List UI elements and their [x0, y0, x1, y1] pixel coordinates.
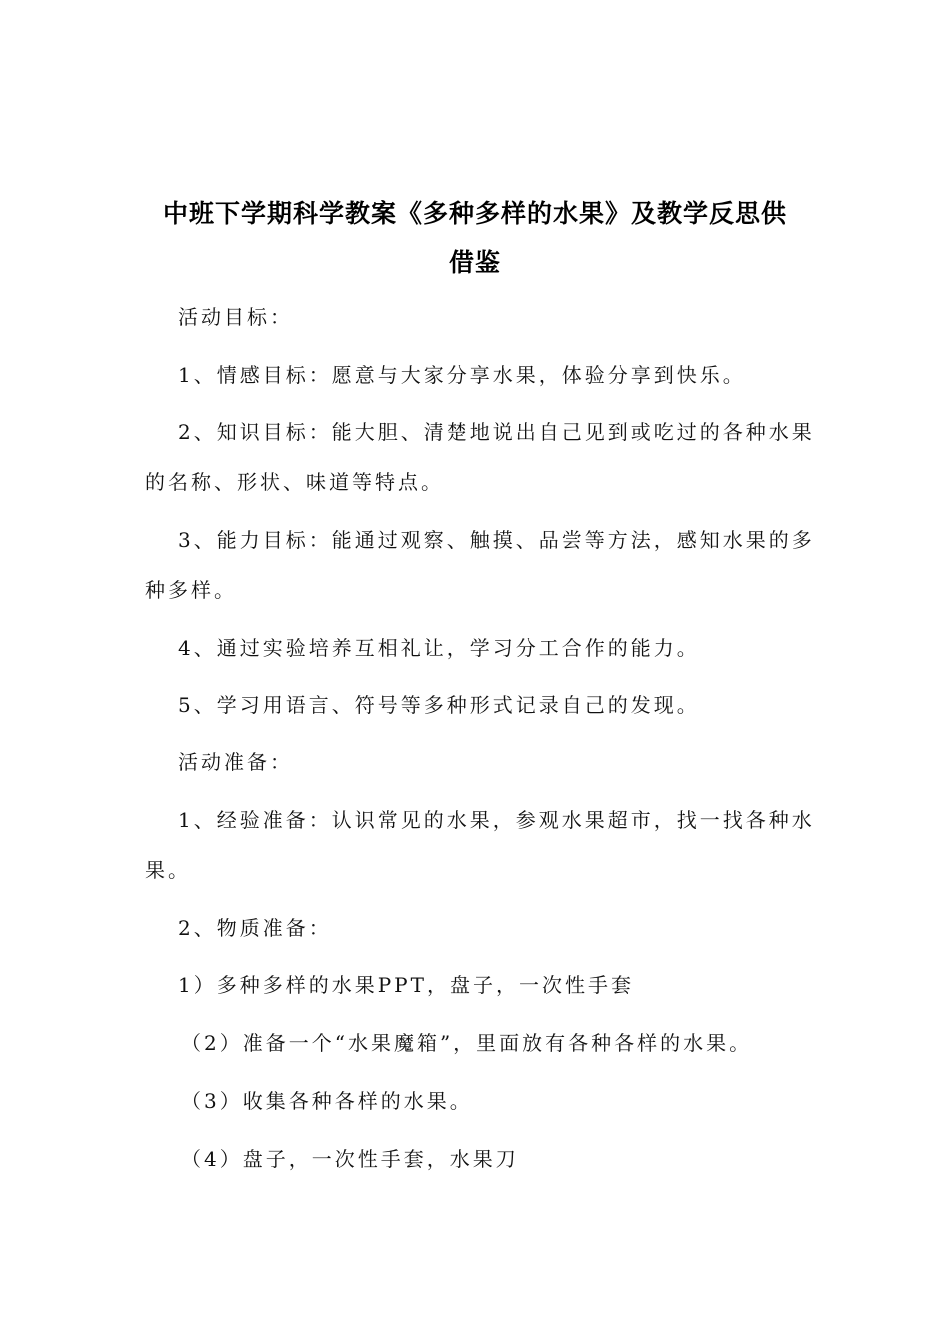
document-title-line-2: 借鉴 [448, 248, 501, 277]
material-item-3: （3）收集各种各样的水果。 [181, 1089, 473, 1113]
goal-item-4: 4、通过实验培养互相礼让，学习分工合作的能力。 [178, 636, 700, 660]
material-item-2: （2）准备一个“水果魔箱”，里面放有各种各样的水果。 [181, 1031, 753, 1055]
material-item-4: （4）盘子，一次性手套，水果刀 [181, 1147, 519, 1171]
document-title-line-1: 中班下学期科学教案《多种多样的水果》及教学反思供 [162, 199, 787, 228]
prep-item-1-line-2: 果。 [145, 858, 191, 882]
prep-item-2: 2、物质准备： [178, 916, 332, 940]
goal-item-2-line-2: 的名称、形状、味道等特点。 [145, 470, 444, 494]
goal-item-5: 5、学习用语言、符号等多种形式记录自己的发现。 [178, 693, 700, 717]
goal-item-3-line-1: 3、能力目标：能通过观察、触摸、品尝等方法，感知水果的多 [178, 528, 815, 552]
goal-item-2-line-1: 2、知识目标：能大胆、清楚地说出自己见到或吃过的各种水果 [178, 420, 815, 444]
goal-item-1: 1、情感目标：愿意与大家分享水果，体验分享到快乐。 [178, 363, 746, 387]
material-item-1: 1）多种多样的水果PPT，盘子，一次性手套 [178, 973, 634, 997]
goal-item-3-line-2: 种多样。 [145, 578, 237, 602]
prep-item-1-line-1: 1、经验准备：认识常见的水果，参观水果超市，找一找各种水 [178, 808, 815, 832]
prep-heading: 活动准备： [178, 750, 293, 774]
goals-heading: 活动目标： [178, 305, 293, 329]
